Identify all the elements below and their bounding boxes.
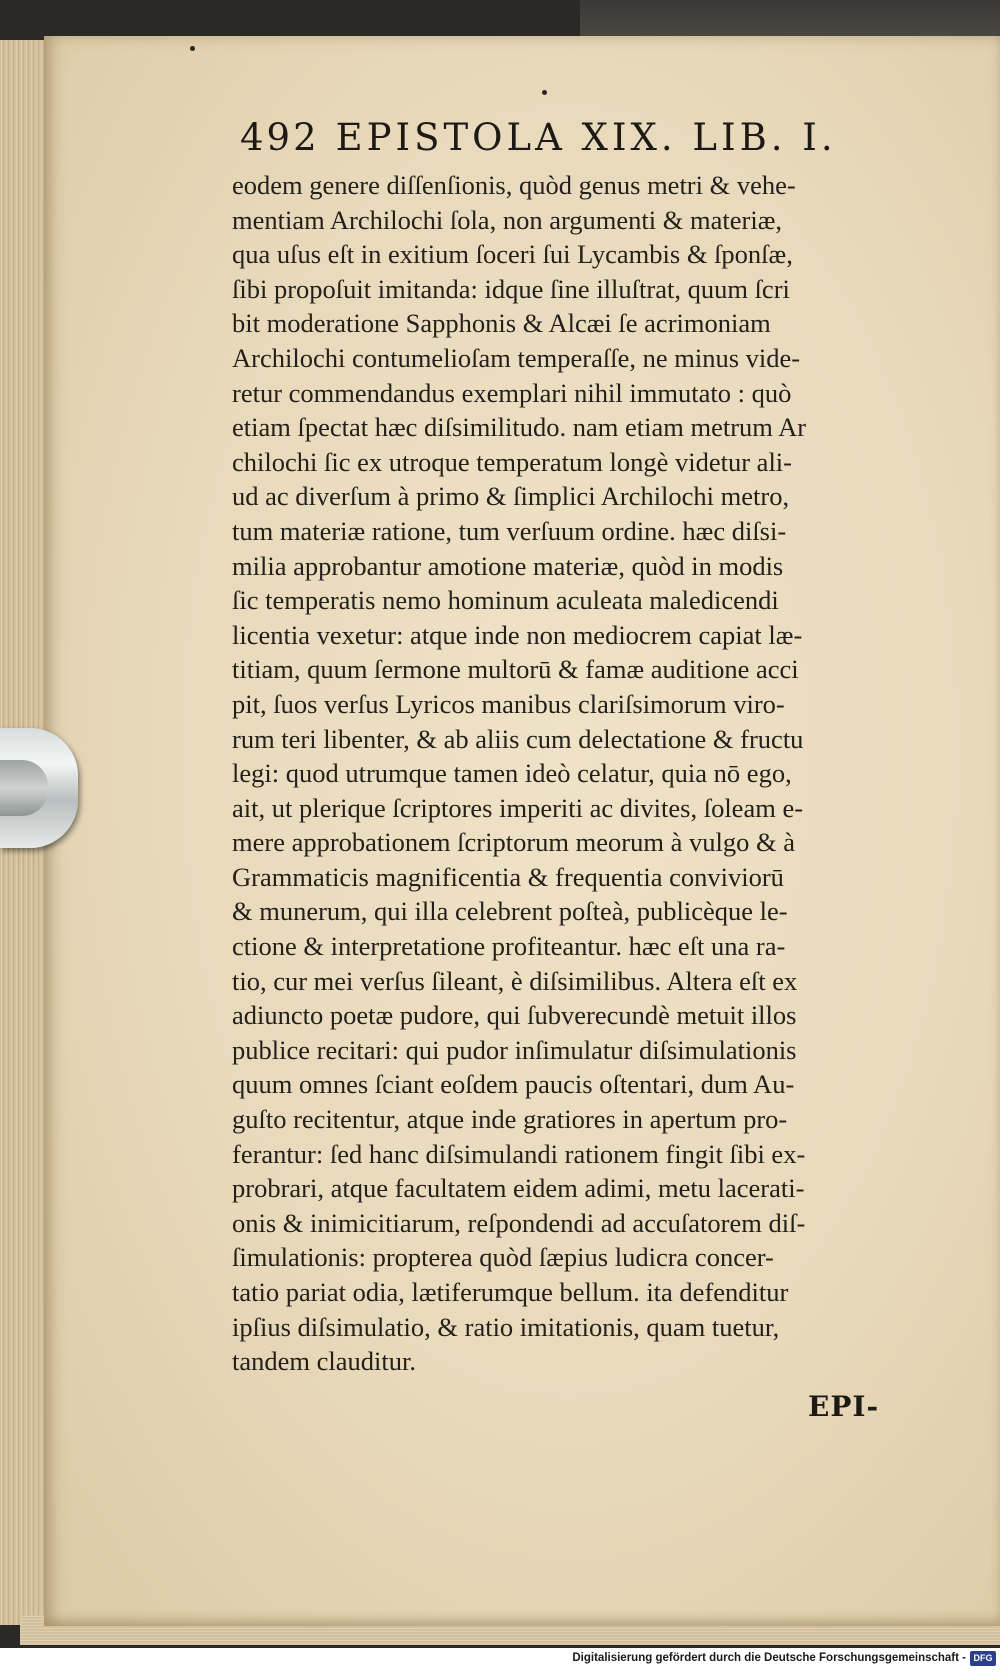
catchword: EPI- bbox=[808, 1390, 880, 1423]
text-line: licentia vexetur: atque inde non mediocrem capiat læ- bbox=[232, 619, 803, 650]
text-line: tatio pariat odia, lætiferumque bellum. ita defenditur bbox=[232, 1277, 789, 1307]
text-line: mentiam Archilochi ſola, non argumenti & materiæ, bbox=[232, 204, 783, 235]
text-line: etiam ſpectat hæc diſsimilitudo. nam etiam metrum Ar bbox=[232, 412, 807, 443]
text-line: ipſius diſsimulatio, & ratio imitationis, quam tuetur, bbox=[232, 1311, 780, 1342]
text-line: Archilochi contumelioſam temperaſſe, ne minus vide- bbox=[232, 342, 801, 373]
text-line: retur commendandus exemplari nihil immutato : quò bbox=[232, 377, 792, 408]
text-line: rum teri libenter, & ab aliis cum delectatione & fructu bbox=[232, 723, 804, 754]
text-line: quum omnes ſciant eoſdem paucis oſtentari, dum Au- bbox=[232, 1069, 795, 1100]
text-line: ſic temperatis nemo hominum aculeata maledicendi bbox=[232, 585, 779, 616]
text-line: adiuncto poetæ pudore, qui ſubverecundè metuit illos bbox=[232, 1000, 797, 1031]
page-header bbox=[240, 116, 880, 166]
ink-speck bbox=[190, 46, 195, 51]
text-line: tum materiæ ratione, tum verſuum ordine. hæc diſsi- bbox=[232, 515, 787, 546]
text-line: probrari, atque facultatem eidem adimi, metu lacerati- bbox=[232, 1173, 805, 1204]
footer-credit: Digitalisierung gefördert durch die Deutsche Forschungsgemeinschaft - bbox=[572, 1652, 966, 1664]
text-line: titiam, quum ſermone multorū & famæ auditione acci bbox=[232, 654, 799, 685]
dfg-logo: DFG bbox=[970, 1651, 996, 1666]
page-clip-inner bbox=[0, 760, 48, 816]
text-line: tandem clauditur. bbox=[232, 1346, 416, 1377]
text-line: ait, ut plerique ſcriptores imperiti ac divites, ſoleam e- bbox=[232, 792, 804, 823]
text-line: ferantur: ſed hanc diſsimulandi rationem fingit ſibi ex- bbox=[232, 1138, 806, 1169]
text-line: & munerum, qui illa celebrent poſteà, publicèque le- bbox=[232, 896, 788, 927]
text-line: legi: quod utrumque tamen ideò celatur, quia nō ego, bbox=[232, 758, 792, 789]
text-line: mere approbationem ſcriptorum meorum à vulgo & à bbox=[232, 827, 795, 858]
text-line: ſimulationis: propterea quòd ſæpius ludicra concer- bbox=[232, 1242, 774, 1273]
text-line: bit moderatione Sapphonis & Alcæi ſe acrimoniam bbox=[232, 308, 771, 339]
text-line: onis & inimicitiarum, reſpondendi ad accuſatorem diſ- bbox=[232, 1207, 806, 1238]
text-line: eodem genere diſſenſionis, quòd genus metri & vehe- bbox=[232, 170, 796, 200]
text-line: ud ac diverſum à primo & ſimplici Archilochi metro, bbox=[232, 481, 790, 512]
body-text bbox=[232, 168, 882, 1379]
text-line: milia approbantur amotione materiæ, quòd in modis bbox=[232, 550, 784, 581]
text-line: ſibi propoſuit imitanda: idque ſine illuſtrat, quum ſcri bbox=[232, 273, 790, 304]
text-line: tio, cur mei verſus ſileant, è diſsimilibus. Altera eſt ex bbox=[232, 965, 798, 996]
text-line: ctione & interpretatione profiteantur. hæc eſt una ra- bbox=[232, 931, 786, 962]
text-line: Grammaticis magnificentia & frequentia conviviorū bbox=[232, 861, 784, 892]
text-line: qua uſus eſt in exitium ſoceri ſui Lycambis & ſponſæ, bbox=[232, 239, 793, 270]
running-head: EPISTOLA XIX. LIB. I. bbox=[335, 116, 837, 159]
text-line: pit, ſuos verſus Lyricos manibus clariſsimorum viro- bbox=[232, 688, 785, 719]
page-number: 492 bbox=[240, 116, 320, 159]
text-line: guſto recitentur, atque inde gratiores in apertum pro- bbox=[232, 1104, 788, 1135]
text-line: chilochi ſic ex utroque temperatum longè videtur ali- bbox=[232, 446, 792, 477]
text-line: publice recitari: qui pudor inſimulatur diſsimulationis bbox=[232, 1034, 797, 1065]
ink-speck bbox=[542, 90, 547, 95]
